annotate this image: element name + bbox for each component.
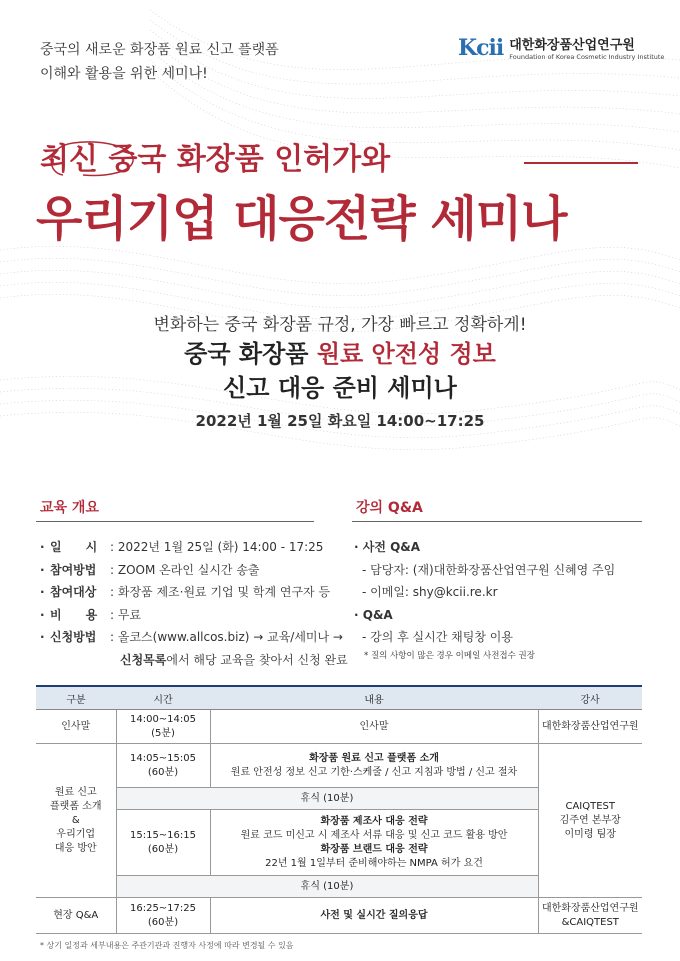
subtitle-prefix: 중국 화장품 <box>184 340 317 368</box>
subtitle-line-3: 신고 대응 준비 세미나 <box>223 374 457 402</box>
table-row <box>36 898 642 934</box>
main-title-line-2: 우리기업 대응전략 세미나 <box>36 191 567 247</box>
qa-heading-live: · Q&A <box>354 607 393 622</box>
table-row <box>36 744 642 788</box>
logo-korean-name: 대한화장품산업연구원 <box>509 38 635 53</box>
subtitle-highlight: 원료 안전성 정보 <box>316 340 496 368</box>
cell-time: 14:05~15:05 (60분) <box>116 744 210 788</box>
cell-category: 현장 Q&A <box>36 898 116 934</box>
overview-row: · 참여대상 : 화장품 제조·원료 기업 및 학계 연구자 등 <box>40 585 331 599</box>
overview-divider <box>36 521 314 522</box>
cell-speaker-caiqtest: CAIQTEST 김주연 본부장 이미령 팀장 <box>538 744 642 898</box>
qa-list <box>354 536 615 663</box>
cell-break: 휴식 (10분) <box>116 876 538 898</box>
overview-title: 교육 개요 <box>40 500 99 516</box>
cell-content: 인사말 <box>210 710 538 744</box>
title-divider <box>524 162 638 164</box>
qa-live-chat: - 강의 후 실시간 채팅창 이용 <box>362 630 513 644</box>
intro-text <box>40 38 279 86</box>
schedule-table <box>36 685 642 934</box>
intro-line-1: 중국의 새로운 화장품 원료 신고 플랫폼 <box>40 42 279 58</box>
header-category: 구분 <box>36 686 116 710</box>
table-row <box>36 710 642 744</box>
cell-category: 인사말 <box>36 710 116 744</box>
cell-time: 15:15~16:15 (60분) <box>116 810 210 876</box>
qa-note: * 질의 사항이 많은 경우 이메일 사전접수 권장 <box>364 650 535 661</box>
tagline: 변화하는 중국 화장품 규정, 가장 빠르고 정확하게! <box>153 315 527 335</box>
qa-email: - 이메일: shy@kcii.re.kr <box>362 585 498 599</box>
cell-content: 화장품 제조사 대응 전략 원료 코드 미신고 시 제조사 서류 대응 및 신고 코드 활용 방안 화장품 브랜드 대응 전략 22년 1월 1일부터 준비해야하는 NMPA 허가 요건 <box>210 810 538 876</box>
cell-speaker: 대한화장품산업연구원 &CAIQTEST <box>538 898 642 934</box>
qa-heading-pre: · 사전 Q&A <box>354 540 421 554</box>
logo-english-name: Foundation of Korea Cosmetic Industry Institute <box>509 53 665 61</box>
overview-row: · 일 시 : 2022년 1월 25일 (화) 14:00 - 17:25 <box>40 540 324 554</box>
intro-line-2: 이해와 활용을 위한 세미나! <box>40 66 208 82</box>
cell-time: 14:00~14:05 (5분) <box>116 710 210 744</box>
header-content: 내용 <box>210 686 538 710</box>
seminar-datetime: 2022년 1월 25일 화요일 14:00~17:25 <box>195 412 485 430</box>
overview-row-continued: 신청목록 에서 해당 교육을 찾아서 신청 완료 <box>120 652 348 667</box>
cell-content: 사전 및 실시간 질의응답 <box>210 898 538 934</box>
header-time: 시간 <box>116 686 210 710</box>
cell-category-platform: 원료 신고 플랫폼 소개 & 우리기업 대응 방안 <box>36 744 116 898</box>
main-title-line-1: 최신 중국 화장품 인허가와 <box>40 142 391 177</box>
logo-mark: Kcii <box>458 34 504 61</box>
table-header-row <box>36 686 642 710</box>
qa-divider <box>352 521 642 522</box>
cell-content: 화장품 원료 신고 플랫폼 소개 원료 안전성 정보 신고 기한·스케줄 / 신고 지침과 방법 / 신고 절차 <box>210 744 538 788</box>
cell-break: 휴식 (10분) <box>116 788 538 810</box>
overview-row: · 참여방법 : ZOOM 온라인 실시간 송출 <box>40 562 260 577</box>
overview-list <box>40 536 348 671</box>
qa-contact: - 담당자: (재)대한화장품산업연구원 신혜영 주임 <box>362 562 616 577</box>
subtitle-line-2 <box>0 334 680 369</box>
cell-time: 16:25~17:25 (60분) <box>116 898 210 934</box>
overview-row: · 신청방법 : 올코스(www.allcos.biz) → 교육/세미나 → <box>40 630 343 644</box>
footnote: * 상기 일정과 세부내용은 주관기관과 진행자 사정에 따라 변경될 수 있음 <box>40 941 294 950</box>
kcii-logo <box>458 34 664 61</box>
header-speaker: 강사 <box>538 686 642 710</box>
qa-title: 강의 Q&A <box>356 500 423 516</box>
overview-row: · 비 용 : 무료 <box>40 607 142 622</box>
cell-speaker: 대한화장품산업연구원 <box>538 710 642 744</box>
